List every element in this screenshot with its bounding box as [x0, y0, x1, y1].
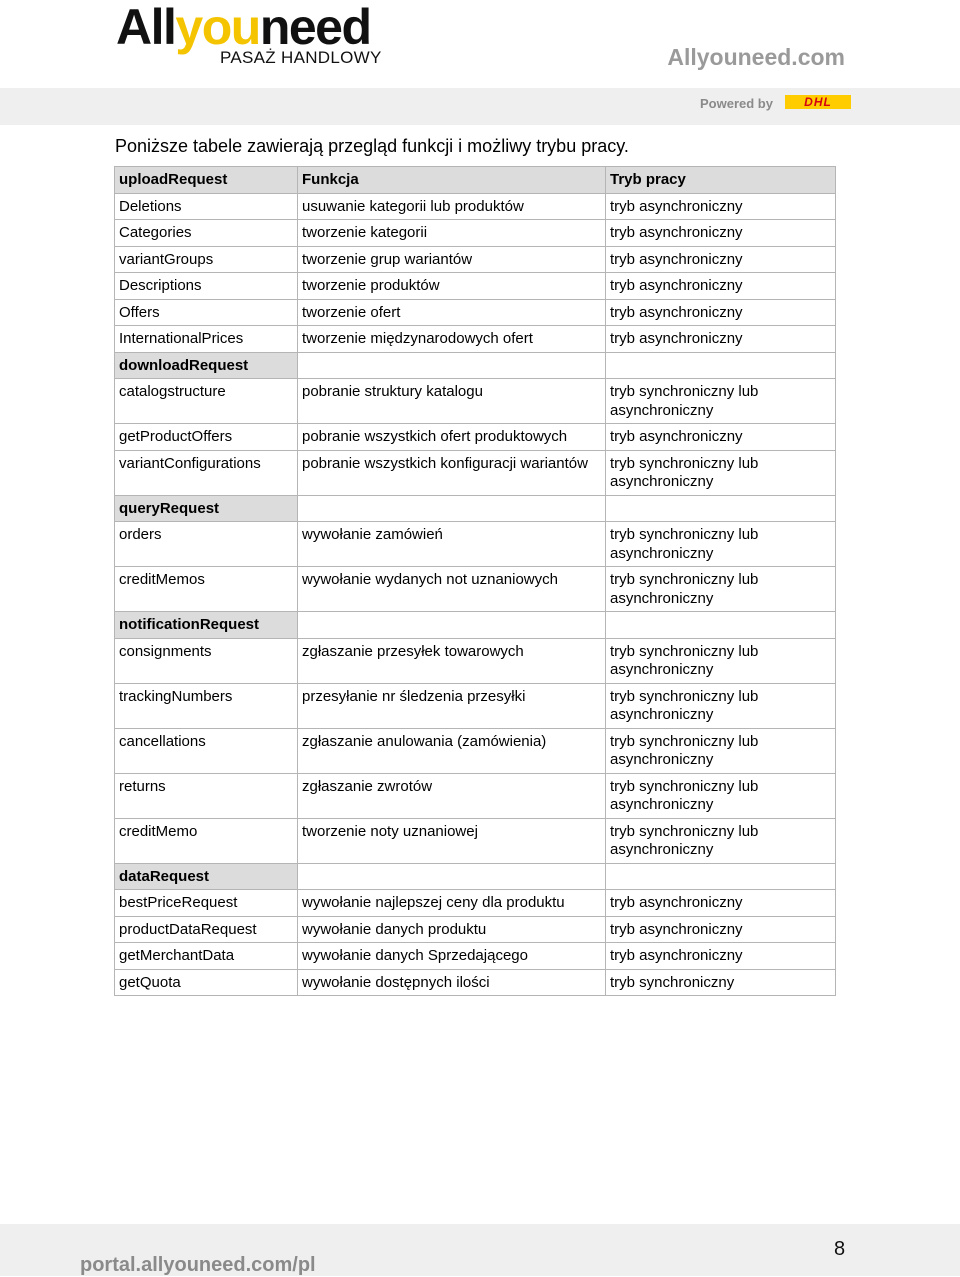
table-row [115, 379, 836, 424]
section-mode-header [606, 863, 836, 890]
row-name: getProductOffers [115, 424, 298, 451]
row-mode: tryb asynchroniczny [606, 943, 836, 970]
row-name: Categories [115, 220, 298, 247]
table-row [115, 943, 836, 970]
table-row [115, 193, 836, 220]
row-function: tworzenie noty uznaniowej [298, 818, 606, 863]
table-row [115, 450, 836, 495]
logo-wordmark: Allyouneed [116, 0, 371, 55]
row-name: catalogstructure [115, 379, 298, 424]
row-function: wywołanie dostępnych ilości [298, 969, 606, 996]
table-row [115, 728, 836, 773]
row-mode: tryb asynchroniczny [606, 890, 836, 917]
section-function-header [298, 495, 606, 522]
row-function: zgłaszanie przesyłek towarowych [298, 638, 606, 683]
table-row [115, 567, 836, 612]
row-function: tworzenie grup wariantów [298, 246, 606, 273]
table-row [115, 638, 836, 683]
section-function-header [298, 612, 606, 639]
row-function: wywołanie najlepszej ceny dla produktu [298, 890, 606, 917]
row-mode: tryb synchroniczny lub asynchroniczny [606, 522, 836, 567]
page-number: 8 [834, 1238, 846, 1260]
intro-text: Poniższe tabele zawierają przegląd funkcji i możliwy trybu pracy. [115, 136, 629, 156]
row-name: getMerchantData [115, 943, 298, 970]
row-mode: tryb synchroniczny lub asynchroniczny [606, 773, 836, 818]
row-mode: tryb synchroniczny lub asynchroniczny [606, 450, 836, 495]
table-section-header [115, 495, 836, 522]
row-function: tworzenie międzynarodowych ofert [298, 326, 606, 353]
row-function: tworzenie produktów [298, 273, 606, 300]
row-name: productDataRequest [115, 916, 298, 943]
row-name: variantConfigurations [115, 450, 298, 495]
table-row [115, 326, 836, 353]
table-row [115, 273, 836, 300]
table-section-header [115, 352, 836, 379]
section-name: queryRequest [115, 495, 298, 522]
row-mode: tryb synchroniczny [606, 969, 836, 996]
functions-table [114, 166, 836, 996]
section-function-header: Funkcja [298, 167, 606, 194]
section-function-header [298, 863, 606, 890]
table-section-header [115, 863, 836, 890]
row-mode: tryb asynchroniczny [606, 193, 836, 220]
row-name: creditMemos [115, 567, 298, 612]
row-name: consignments [115, 638, 298, 683]
row-mode: tryb asynchroniczny [606, 424, 836, 451]
row-name: trackingNumbers [115, 683, 298, 728]
row-name: returns [115, 773, 298, 818]
row-mode: tryb asynchroniczny [606, 299, 836, 326]
table-row [115, 522, 836, 567]
row-name: creditMemo [115, 818, 298, 863]
table-row [115, 818, 836, 863]
powered-by-label: Powered by [700, 96, 773, 111]
row-function: zgłaszanie zwrotów [298, 773, 606, 818]
row-function: wywołanie wydanych not uznaniowych [298, 567, 606, 612]
row-name: getQuota [115, 969, 298, 996]
section-function-header [298, 352, 606, 379]
site-name: Allyouneed.com [667, 44, 845, 70]
row-mode: tryb asynchroniczny [606, 916, 836, 943]
section-name: dataRequest [115, 863, 298, 890]
row-function: tworzenie kategorii [298, 220, 606, 247]
row-name: orders [115, 522, 298, 567]
row-function: pobranie wszystkich ofert produktowych [298, 424, 606, 451]
row-name: Offers [115, 299, 298, 326]
row-name: Descriptions [115, 273, 298, 300]
row-function: zgłaszanie anulowania (zamówienia) [298, 728, 606, 773]
row-function: wywołanie danych Sprzedającego [298, 943, 606, 970]
row-name: bestPriceRequest [115, 890, 298, 917]
section-mode-header [606, 612, 836, 639]
table-row [115, 969, 836, 996]
row-name: variantGroups [115, 246, 298, 273]
dhl-logo [785, 95, 851, 109]
row-function: tworzenie ofert [298, 299, 606, 326]
table-section-header [115, 612, 836, 639]
allyouneed-logo [116, 2, 396, 68]
section-mode-header: Tryb pracy [606, 167, 836, 194]
table-row [115, 424, 836, 451]
row-mode: tryb synchroniczny lub asynchroniczny [606, 567, 836, 612]
section-name: downloadRequest [115, 352, 298, 379]
table-row [115, 683, 836, 728]
row-mode: tryb asynchroniczny [606, 220, 836, 247]
section-mode-header [606, 495, 836, 522]
logo-subtitle: PASAŻ HANDLOWY [220, 48, 382, 67]
dhl-logo-text: DHL [804, 95, 832, 109]
section-name: uploadRequest [115, 167, 298, 194]
row-name: Deletions [115, 193, 298, 220]
row-mode: tryb asynchroniczny [606, 326, 836, 353]
row-mode: tryb asynchroniczny [606, 246, 836, 273]
table-row [115, 916, 836, 943]
row-name: cancellations [115, 728, 298, 773]
row-mode: tryb synchroniczny lub asynchroniczny [606, 683, 836, 728]
row-function: pobranie struktury katalogu [298, 379, 606, 424]
row-mode: tryb asynchroniczny [606, 273, 836, 300]
row-function: wywołanie zamówień [298, 522, 606, 567]
row-mode: tryb synchroniczny lub asynchroniczny [606, 818, 836, 863]
row-function: wywołanie danych produktu [298, 916, 606, 943]
row-mode: tryb synchroniczny lub asynchroniczny [606, 728, 836, 773]
footer-url: portal.allyouneed.com/pl [80, 1254, 316, 1276]
table-row [115, 299, 836, 326]
row-mode: tryb synchroniczny lub asynchroniczny [606, 638, 836, 683]
table-row [115, 246, 836, 273]
section-name: notificationRequest [115, 612, 298, 639]
row-name: InternationalPrices [115, 326, 298, 353]
row-function: pobranie wszystkich konfiguracji wariantów [298, 450, 606, 495]
row-function: przesyłanie nr śledzenia przesyłki [298, 683, 606, 728]
table-section-header [115, 167, 836, 194]
table-row [115, 773, 836, 818]
table-row [115, 220, 836, 247]
row-mode: tryb synchroniczny lub asynchroniczny [606, 379, 836, 424]
row-function: usuwanie kategorii lub produktów [298, 193, 606, 220]
table-row [115, 890, 836, 917]
section-mode-header [606, 352, 836, 379]
